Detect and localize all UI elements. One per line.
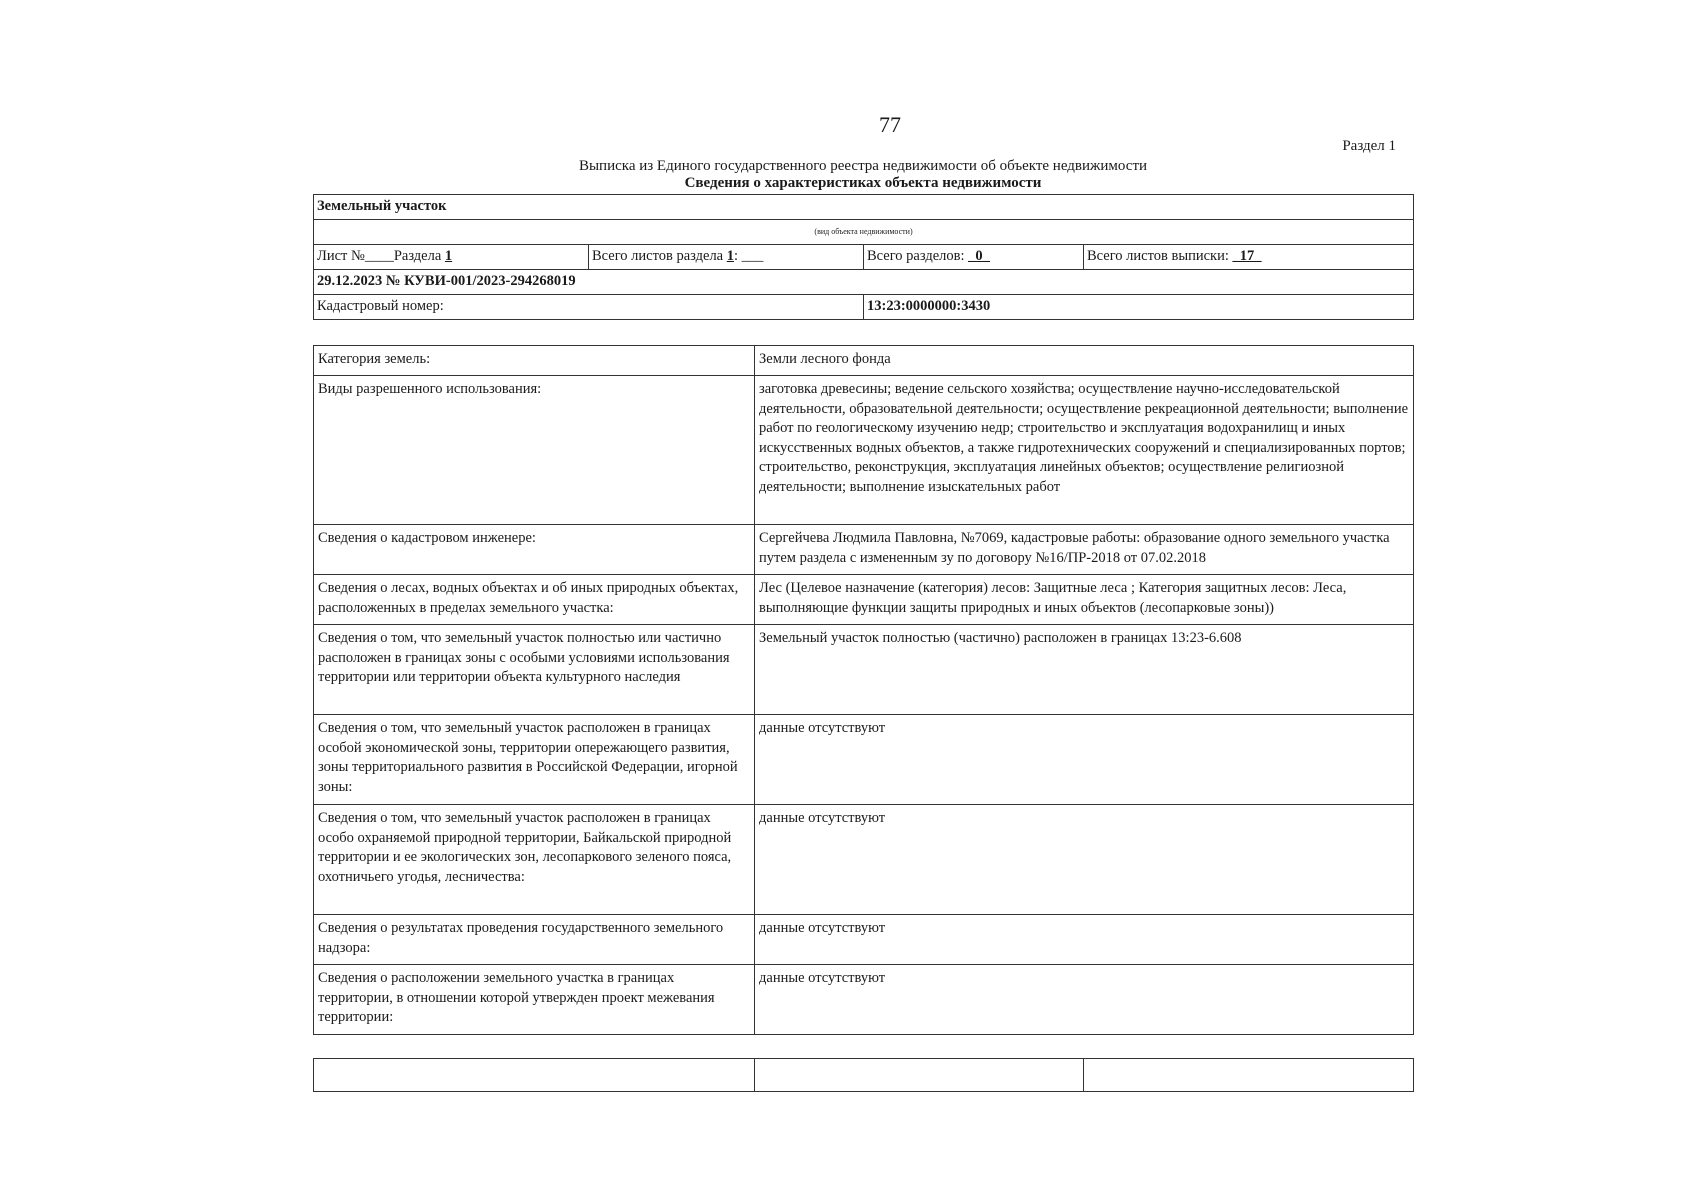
total-sheets-section-suffix: : ___ [734, 248, 764, 264]
total-sheets-label: Всего листов выписки: [1087, 248, 1233, 264]
row-value: заготовка древесины; ведение сельского хозяйства; осуществление научно-исследовательской деятельности, образовательной деятельности; осуществление рекреационной деятельности; выполнение работ по геологическому изучению недр; строительство и эксплуатация водохранилищ и иных искусственных водных объектов, а также гидротехнических сооружений и специализированных портов; строительство, реконструкция, эксплуатация линейных объектов; осуществление религиозной деятельности; выполнение изыскательных работ [755, 376, 1414, 525]
date-number: 29.12.2023 № КУВИ-001/2023-294268019 [314, 270, 1414, 295]
row-value: Земельный участок полностью (частично) расположен в границах 13:23-6.608 [755, 625, 1414, 715]
sheet-number-cell [314, 245, 589, 270]
table-row [314, 805, 1414, 915]
table-row [314, 715, 1414, 805]
table-row [314, 575, 1414, 625]
row-label: Сведения о том, что земельный участок расположен в границах особо охраняемой природной территории, Байкальской природной территории и ее экологических зон, лесопаркового зеленого пояса, охотничьего угодья, лесничества: [314, 805, 755, 915]
cadastral-label: Кадастровый номер: [314, 295, 864, 320]
document-title [313, 158, 1413, 192]
table-row [314, 625, 1414, 715]
footer-cell [1084, 1059, 1414, 1092]
total-sections-label: Всего разделов: [867, 248, 969, 264]
table-row [314, 965, 1414, 1035]
object-type: Земельный участок [314, 195, 1414, 220]
total-sheets-section-value: 1 [726, 248, 734, 264]
table-row [314, 376, 1414, 525]
title-line: Выписка из Единого государственного реестра недвижимости об объекте недвижимости [578, 158, 1148, 174]
row-value: Сергейчева Людмила Павловна, №7069, кадастровые работы: образование одного земельного участка путем раздела с измененным зу по договору №16/ПР-2018 от 07.02.2018 [755, 525, 1414, 575]
cadastral-value: 13:23:0000000:3430 [864, 295, 1414, 320]
row-label: Сведения о том, что земельный участок полностью или частично расположен в границах зоны с особыми условиями использования территории или территории объекта культурного наследия [314, 625, 755, 715]
sheet-number-label: Лист №____Раздела [317, 248, 445, 264]
object-type-caption: (вид объекта недвижимости) [314, 220, 1414, 245]
subtitle-line: Сведения о характеристиках объекта недвижимости [684, 175, 1042, 191]
total-sections-value: _0_ [968, 248, 990, 264]
table-row [314, 346, 1414, 376]
table-row [314, 915, 1414, 965]
total-sheets-value: _17_ [1232, 248, 1262, 264]
sheet-section-value: 1 [444, 248, 453, 264]
footer-row [314, 1059, 1414, 1092]
footer-signature-table [313, 1058, 1414, 1092]
total-sheets-cell [1084, 245, 1414, 270]
row-label: Сведения о том, что земельный участок расположен в границах особой экономической зоны, территории опережающего развития, зоны территориального развития в Российской Федерации, игорной зоны: [314, 715, 755, 805]
row-label: Сведения о лесах, водных объектах и об иных природных объектах, расположенных в пределах земельного участка: [314, 575, 755, 625]
characteristics-table [313, 345, 1414, 1035]
row-value: данные отсутствуют [755, 715, 1414, 805]
table-row [314, 525, 1414, 575]
row-value: данные отсутствуют [755, 915, 1414, 965]
row-value: Земли лесного фонда [755, 346, 1414, 376]
total-sheets-section-cell [589, 245, 864, 270]
footer-cell [314, 1059, 755, 1092]
row-label: Сведения о расположении земельного участка в границах территории, в отношении которой утвержден проект межевания территории: [314, 965, 755, 1035]
row-label: Сведения о результатах проведения государственного земельного надзора: [314, 915, 755, 965]
header-table [313, 194, 1414, 320]
page-number: 77 [879, 112, 901, 137]
row-label: Виды разрешенного использования: [314, 376, 755, 525]
row-value: данные отсутствуют [755, 965, 1414, 1035]
total-sheets-section-label: Всего листов раздела [592, 248, 727, 264]
row-value: данные отсутствуют [755, 805, 1414, 915]
footer-cell [755, 1059, 1084, 1092]
row-label: Сведения о кадастровом инженере: [314, 525, 755, 575]
total-sections-cell [864, 245, 1084, 270]
section-label: Раздел 1 [1342, 138, 1396, 154]
row-label: Категория земель: [314, 346, 755, 376]
row-value: Лес (Целевое назначение (категория) лесов: Защитные леса ; Категория защитных лесов: Леса, выполняющие функции защиты природных и иных объектов (лесопарковые зоны)) [755, 575, 1414, 625]
